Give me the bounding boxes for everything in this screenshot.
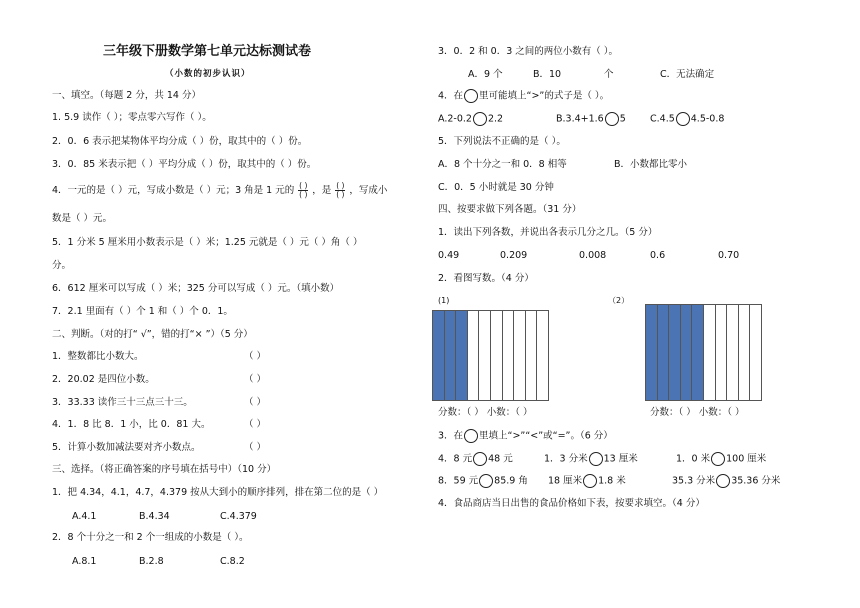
choice-question-4 xyxy=(438,89,609,103)
choice-option xyxy=(438,112,503,126)
empty-tenth-cell xyxy=(716,305,728,400)
compare-left: 8．59 元 xyxy=(438,475,479,487)
page-subtitle: （小数的初步认识） xyxy=(165,69,251,79)
task-question-3 xyxy=(438,429,613,443)
fill-question-4-part-c: ，写成小 xyxy=(349,185,388,196)
blank-circle xyxy=(711,452,725,466)
fill-question-2: 2．0．6 表示把某物体平均分成（ ）份，取其中的（ ）份。 xyxy=(52,136,308,147)
figure-1-label: (1) xyxy=(438,296,450,305)
fill-question-5-continued: 分。 xyxy=(52,260,72,271)
shaded-tenth-cell xyxy=(433,311,445,400)
judge-item: 3．33.33 读作三十三点三十三。 xyxy=(52,397,193,408)
empty-tenth-cell xyxy=(479,311,491,400)
choice-option: C.4.379 xyxy=(220,511,257,522)
choice-option-unit: 个 xyxy=(604,69,614,80)
judge-answer-blank: （ ） xyxy=(244,442,267,453)
compare-left: 4．8 元 xyxy=(438,453,473,465)
empty-tenth-cell xyxy=(514,311,526,400)
choice-option: A.8.1 xyxy=(72,556,97,567)
compare-right: 1.8 米 xyxy=(598,475,626,487)
empty-tenth-cell xyxy=(704,305,716,400)
empty-tenth-cell xyxy=(503,311,515,400)
option-left-expr: A.2-0.2 xyxy=(438,113,472,125)
decimal-number: 0.6 xyxy=(650,250,666,261)
judge-item: 2．20.02 是四位小数。 xyxy=(52,374,155,385)
compare-left: 1．3 分米 xyxy=(544,453,588,465)
blank-circle xyxy=(589,452,603,466)
figure-2-tenths-strip xyxy=(645,304,762,401)
fraction-numerator: ( ) xyxy=(299,181,308,190)
compare-right: 35.36 分米 xyxy=(731,475,781,487)
option-right-expr: 5 xyxy=(619,113,626,125)
choice-question-4-part-b: 里可能填上“>”的式子是（ ）。 xyxy=(479,90,610,102)
decimal-number: 0.209 xyxy=(500,250,528,261)
blank-circle xyxy=(716,474,730,488)
option-right-expr: 2.2 xyxy=(487,113,504,125)
figure-1-tenths-strip xyxy=(432,310,549,401)
decimal-number: 0.70 xyxy=(718,250,740,261)
fraction-denominator: ( ) xyxy=(299,190,308,199)
section-1-heading: 一、填空。（每题 2 分，共 14 分） xyxy=(52,90,201,101)
page-title: 三年级下册数学第七单元达标测试卷 xyxy=(103,44,312,59)
fill-question-1: 1. 5.9 读作（ ）；零点零六写作（ ）。 xyxy=(52,112,212,123)
shaded-tenth-cell xyxy=(456,311,468,400)
option-right-expr: 4.5-0.8 xyxy=(690,113,725,125)
fill-question-4 xyxy=(52,182,387,199)
choice-option: C．0．5 小时就是 30 分钟 xyxy=(438,182,554,193)
choice-question-2: 2．8 个十分之一和 2 个一组成的小数是（ ）。 xyxy=(52,532,249,543)
blank-circle xyxy=(464,429,478,443)
fill-question-3: 3．0．85 米表示把（ ）平均分成（ ）份，取其中的（ ）份。 xyxy=(52,159,317,170)
choice-option: C.8.2 xyxy=(220,556,245,567)
choice-option: B．小数都比零小 xyxy=(614,159,688,170)
compare-left: 35.3 分米 xyxy=(672,475,716,487)
choice-option: A.4.1 xyxy=(72,511,97,522)
shaded-tenth-cell xyxy=(692,305,704,400)
choice-option xyxy=(650,112,724,126)
empty-tenth-cell xyxy=(526,311,538,400)
shaded-tenth-cell xyxy=(681,305,693,400)
task-question-3-part-a: 3．在 xyxy=(438,430,464,442)
compare-right: 100 厘米 xyxy=(726,453,767,465)
compare-item xyxy=(544,452,638,466)
compare-left: 18 厘米 xyxy=(548,475,583,487)
judge-item: 4．1．8 比 8．1 小，比 0．81 大。 xyxy=(52,419,211,430)
fraction-numerator: ( ) xyxy=(336,181,345,190)
fill-question-6: 6．612 厘米可以写成（ ）米；325 分可以写成（ ）元。（填小数） xyxy=(52,283,340,294)
judge-answer-blank: （ ） xyxy=(244,374,267,385)
empty-tenth-cell xyxy=(750,305,761,400)
decimal-number: 0.008 xyxy=(579,250,607,261)
compare-item xyxy=(438,452,513,466)
compare-right: 85.9 角 xyxy=(494,475,528,487)
shaded-tenth-cell xyxy=(646,305,658,400)
blank-circle xyxy=(676,112,690,126)
shaded-tenth-cell xyxy=(669,305,681,400)
compare-right: 48 元 xyxy=(488,453,513,465)
judge-answer-blank: （ ） xyxy=(244,397,267,408)
option-left-expr: C.4.5 xyxy=(650,113,675,125)
empty-tenth-cell xyxy=(491,311,503,400)
empty-tenth-cell xyxy=(739,305,751,400)
figure-1-answer: 分数：（ ） 小数：（ ） xyxy=(438,407,533,418)
blank-circle xyxy=(473,452,487,466)
figure-2-label: （2） xyxy=(608,296,630,305)
blank-circle xyxy=(605,112,619,126)
judge-answer-blank: （ ） xyxy=(244,419,267,430)
fraction-denominator: ( ) xyxy=(336,190,345,199)
empty-tenth-cell xyxy=(727,305,739,400)
blank-circle xyxy=(464,89,478,103)
option-left-expr: B.3.4+1.6 xyxy=(556,113,604,125)
figure-2-answer: 分数：（ ） 小数：（ ） xyxy=(650,407,745,418)
task-question-2: 2．看图写数。（4 分） xyxy=(438,273,534,284)
judge-item: 5．计算小数加减法要对齐小数点。 xyxy=(52,442,201,453)
choice-question-4-part-a: 4．在 xyxy=(438,90,464,102)
section-2-heading: 二、判断。（对的打“ √”，错的打“× ”）（5 分） xyxy=(52,329,253,340)
choice-option xyxy=(556,112,626,126)
compare-right: 13 厘米 xyxy=(603,453,638,465)
fill-question-7: 7．2.1 里面有（ ）个 1 和（ ）个 0．1。 xyxy=(52,306,233,317)
fill-question-4-continued: 数是（ ）元。 xyxy=(52,213,113,224)
choice-option: B.4.34 xyxy=(139,511,170,522)
blank-circle xyxy=(583,474,597,488)
section-3-heading: 三、选择。（将正确答案的序号填在括号中）（10 分） xyxy=(52,464,277,475)
shaded-tenth-cell xyxy=(445,311,457,400)
fill-question-4-part-b: ，是 xyxy=(312,185,332,196)
choice-option: A．9 个 xyxy=(468,69,503,80)
choice-question-3: 3．0．2 和 0．3 之间的两位小数有（ ）。 xyxy=(438,46,619,57)
blank-circle xyxy=(479,474,493,488)
compare-item xyxy=(676,452,766,466)
empty-tenth-cell xyxy=(468,311,480,400)
decimal-number: 0.49 xyxy=(438,250,460,261)
choice-question-1: 1．把 4.34，4.1，4.7，4.379 按从大到小的顺序排列，排在第二位的是（ ） xyxy=(52,487,384,498)
compare-item xyxy=(548,474,626,488)
choice-option: C．无法确定 xyxy=(660,69,715,80)
compare-left: 1．0 米 xyxy=(676,453,711,465)
fill-question-4-part-a: 4．一元的是（ ）元，写成小数是（ ）元；3 角是 1 元的 xyxy=(52,185,295,196)
choice-option: A．8 个十分之一和 0．8 相等 xyxy=(438,159,567,170)
fraction-blank xyxy=(335,182,345,199)
choice-option: B.2.8 xyxy=(139,556,164,567)
empty-tenth-cell xyxy=(537,311,548,400)
section-4-heading: 四、按要求做下列各题。（31 分） xyxy=(438,204,582,215)
choice-question-5: 5．下列说法不正确的是（ ）。 xyxy=(438,136,566,147)
blank-circle xyxy=(473,112,487,126)
compare-item xyxy=(672,474,780,488)
compare-item xyxy=(438,474,528,488)
judge-item: 1．整数都比小数大。 xyxy=(52,351,144,362)
judge-answer-blank: （ ） xyxy=(244,351,267,362)
fill-question-5: 5．1 分米 5 厘米用小数表示是（ ）米；1.25 元就是（ ）元（ ）角（ ） xyxy=(52,237,363,248)
task-question-3-part-b: 里填上“>”“<”或“=”。（6 分） xyxy=(479,430,613,442)
choice-option: B．10 xyxy=(533,69,562,80)
shaded-tenth-cell xyxy=(658,305,670,400)
task-question-4: 4．食品商店当日出售的食品价格如下表，按要求填空。（4 分） xyxy=(438,498,705,509)
fraction-blank xyxy=(298,182,308,199)
task-question-1: 1．读出下列各数，并说出各表示几分之几。（5 分） xyxy=(438,227,658,238)
